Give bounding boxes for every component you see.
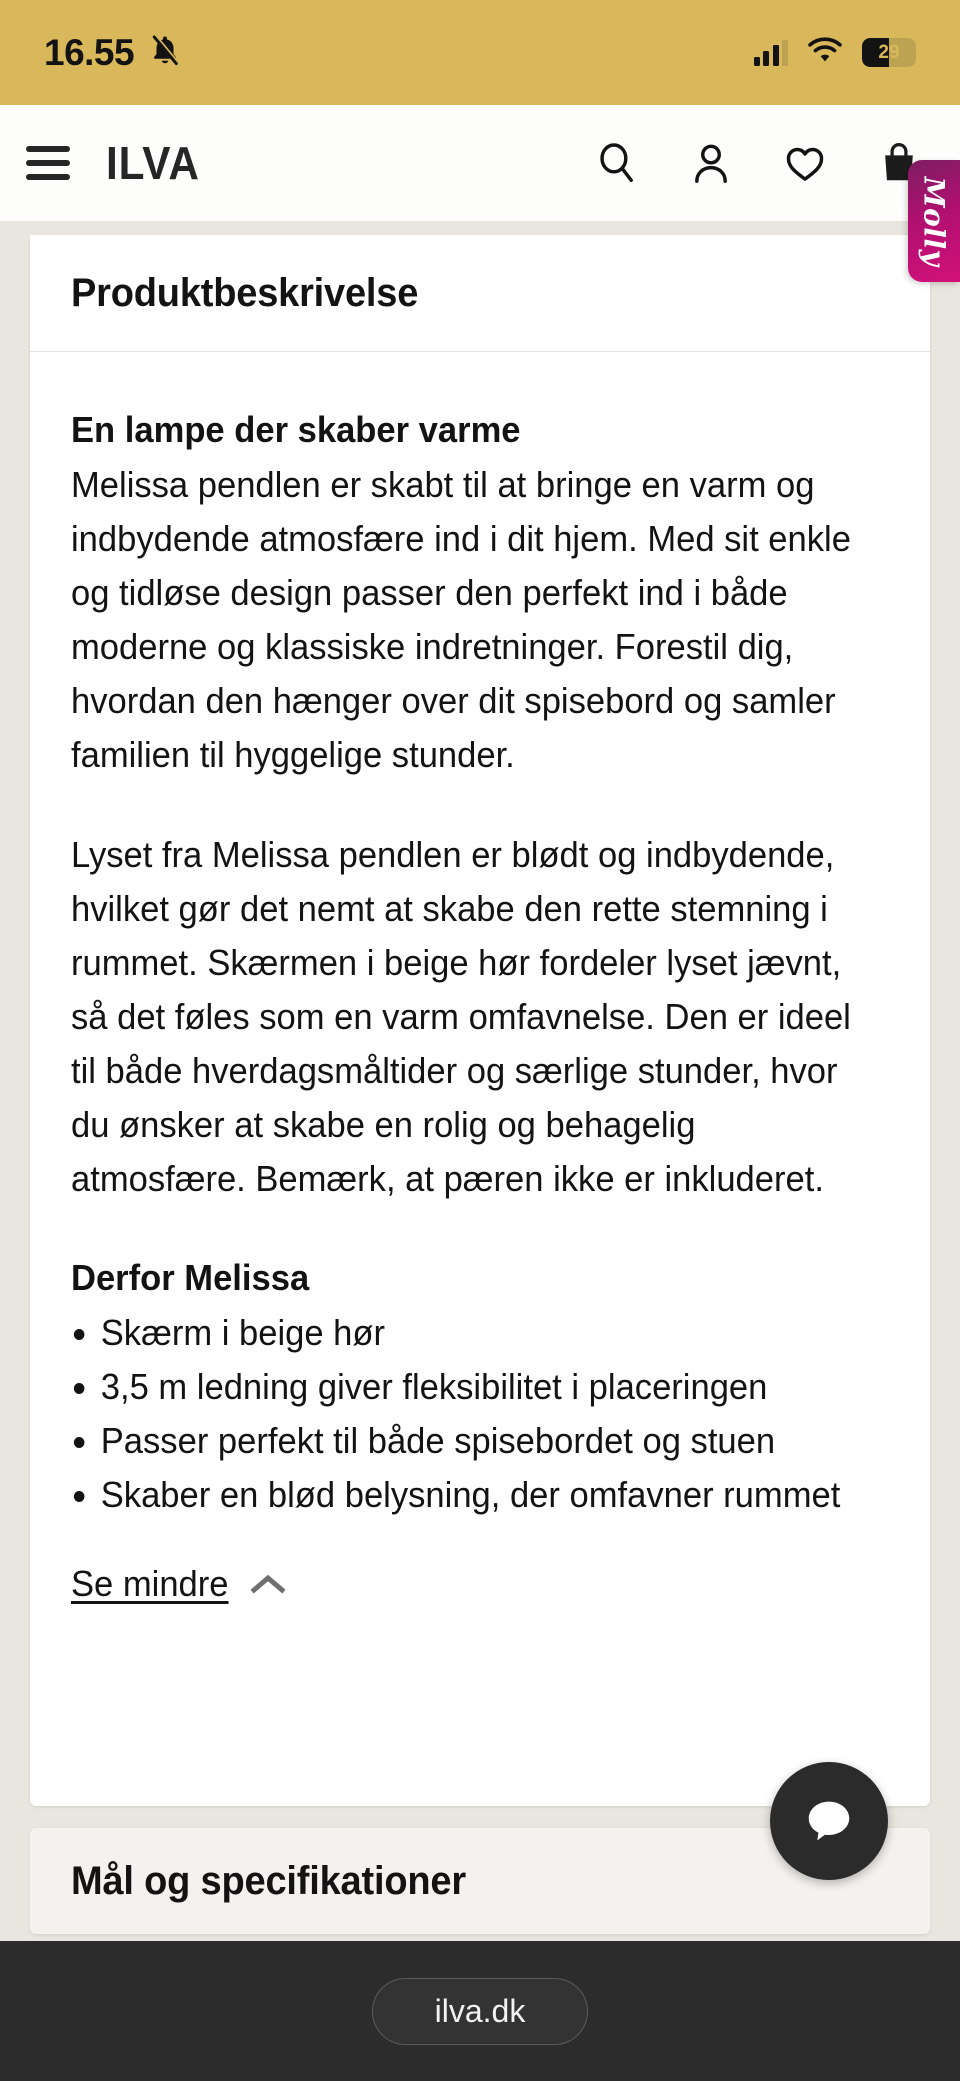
specifications-title: Mål og specifikationer <box>71 1858 466 1903</box>
see-less-toggle[interactable] <box>71 1562 285 1606</box>
list-item: Skærm i beige hør <box>71 1306 856 1360</box>
list-item: 3,5 m ledning giver fleksibilitet i placeringen <box>71 1360 856 1414</box>
heart-icon[interactable] <box>782 140 828 186</box>
user-account-icon[interactable] <box>688 140 734 186</box>
description-paragraph-2: Lyset fra Melissa pendlen er blødt og indbydende, hvilket gør det nemt at skabe den rette stemning i rummet. Skærmen i beige hør fordeler lyset jævnt, så det føles som en varm omfavnelse. Den er ideel til både hverdagsmåltider og særlige stunder, hvor du ønsker at skabe en rolig og behagelig atmosfære. Bemærk, at pæren ikke er inkluderet. <box>71 834 851 1199</box>
status-clock: 16.55 <box>44 31 135 73</box>
feature-list <box>71 1306 889 1522</box>
chevron-up-icon <box>251 1573 285 1595</box>
page-title: Produktbeskrivelse <box>71 270 419 315</box>
see-less-label: Se mindre <box>71 1563 229 1604</box>
search-icon[interactable] <box>594 140 640 186</box>
description-paragraph-1: Melissa pendlen er skabt til at bringe en varm og indbydende atmosfære ind i dit hjem. Med sit enkle og tidløse design passer den perfekt ind i både moderne og klassiske indretninger. Forestil dig, hvordan den hænger over dit spisebord og samler familien til hyggelige stunder. <box>71 464 851 775</box>
bell-slash-icon <box>148 32 182 73</box>
header-actions <box>594 140 932 186</box>
url-bar[interactable]: ilva.dk <box>372 1978 589 2045</box>
molly-chat-tab[interactable] <box>908 160 960 282</box>
hamburger-menu-icon[interactable] <box>26 146 70 180</box>
description-subheading-2: Derfor Melissa <box>71 1257 310 1298</box>
description-subheading-1: En lampe der skaber varme <box>71 409 521 450</box>
list-item: Passer perfekt til både spisebordet og stuen <box>71 1414 856 1468</box>
ilva-logo[interactable]: ILVA <box>106 137 200 189</box>
status-bar <box>0 0 960 105</box>
status-bar-right <box>754 36 917 69</box>
battery-percent-label: 29 <box>878 42 900 63</box>
site-header <box>0 105 960 221</box>
product-description-body <box>30 352 930 1606</box>
product-description-card <box>30 235 930 1806</box>
status-bar-left <box>44 32 182 74</box>
product-description-header[interactable] <box>30 235 930 352</box>
cellular-signal-icon <box>754 40 789 66</box>
molly-tab-label: Molly <box>917 176 951 266</box>
browser-bottom-bar <box>0 1941 960 2081</box>
chat-bubble-icon[interactable] <box>770 1762 888 1880</box>
wifi-icon <box>807 36 843 69</box>
list-item: Skaber en blød belysning, der omfavner rummet <box>71 1468 856 1522</box>
battery-indicator <box>862 38 916 67</box>
page-content <box>0 221 960 1941</box>
